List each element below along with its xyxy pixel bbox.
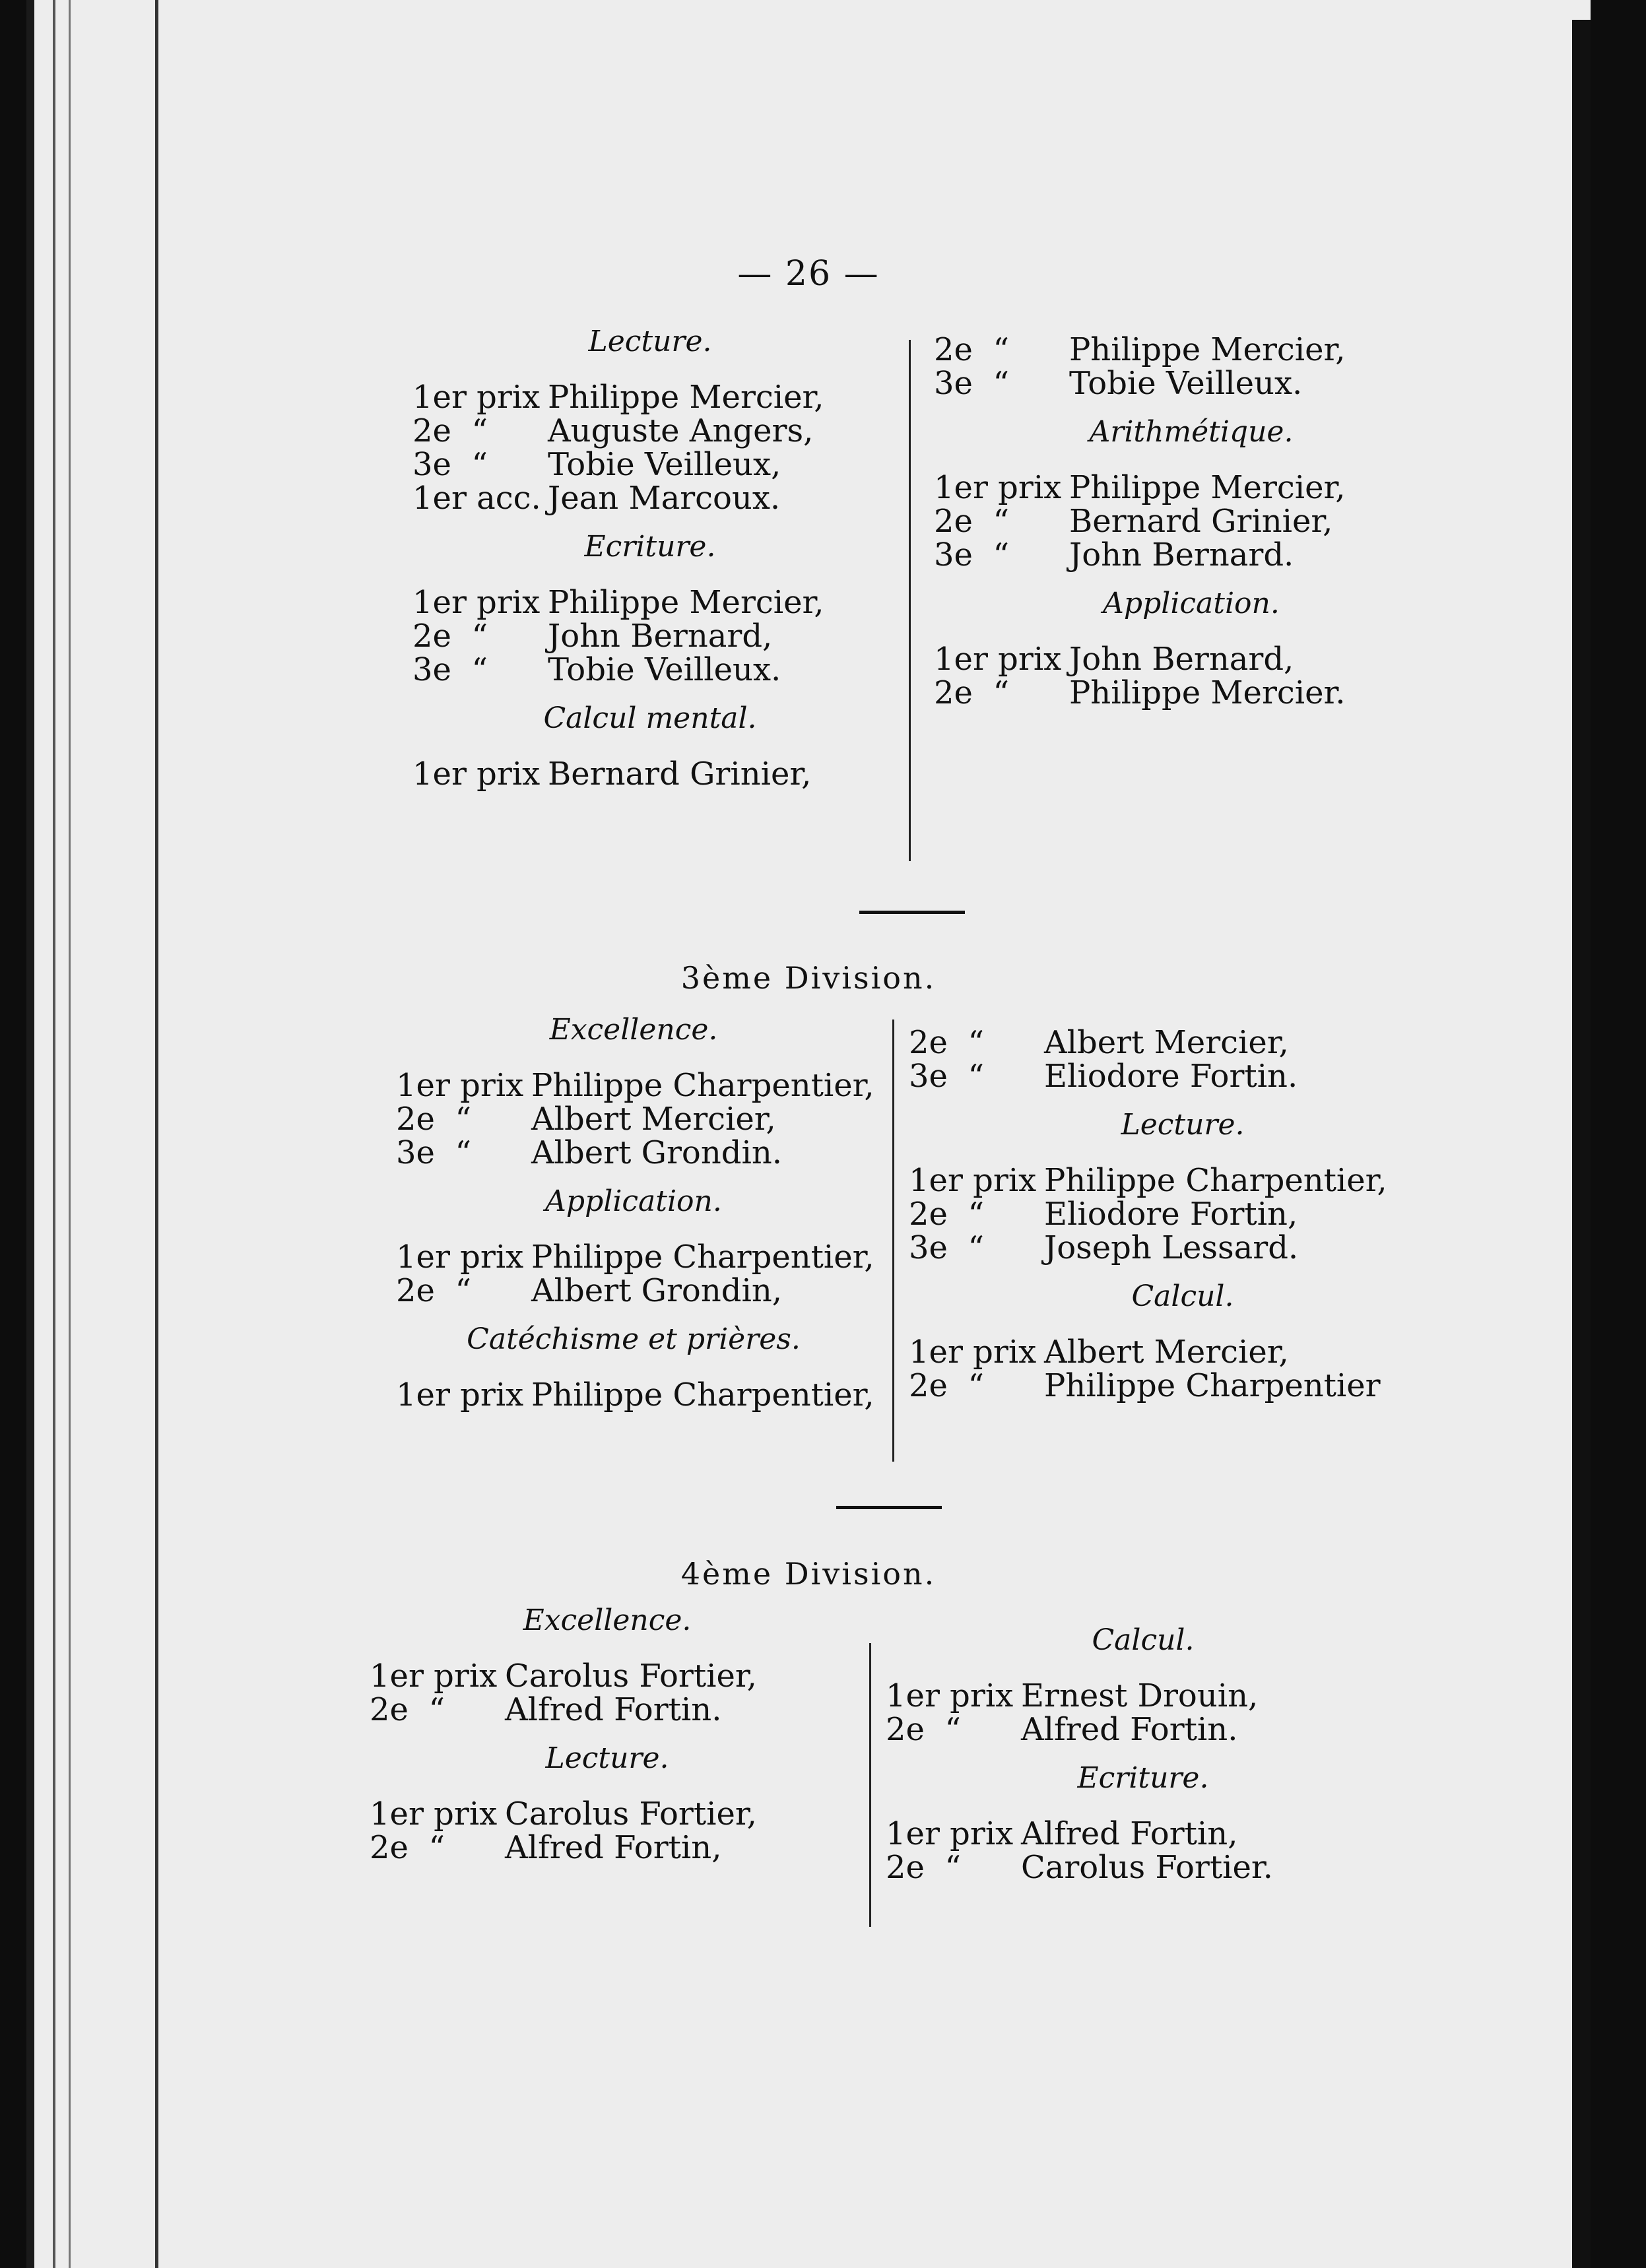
prize-rank: 1er prix: [886, 1677, 1014, 1714]
recipient-name: Bernard Grinier,: [548, 756, 812, 793]
prize-rank: 1er prix: [909, 1162, 1037, 1199]
prize-rank: 2e “: [370, 1829, 445, 1866]
prize-rank: 2e “: [909, 1367, 984, 1404]
prize-row: [934, 333, 1449, 367]
recipient-name: Tobie Veilleux.: [1069, 365, 1303, 402]
subject-heading: Calcul.: [1131, 1280, 1234, 1313]
prize-rank: 3e “: [909, 1229, 984, 1266]
prize-rank: 1er prix: [396, 1377, 524, 1413]
prize-row: [412, 653, 888, 687]
prize-rank: 1er prix: [412, 379, 541, 416]
prize-rank: 2e “: [909, 1024, 984, 1061]
prize-row: [396, 1377, 874, 1413]
prize-row: [370, 1831, 845, 1865]
recipient-name: Tobie Veilleux.: [548, 651, 781, 688]
prize-row: [412, 448, 888, 482]
recipient-name: Albert Mercier,: [1044, 1024, 1289, 1061]
recipient-name: Philippe Mercier.: [1069, 674, 1346, 711]
prize-rank: 2e “: [412, 618, 488, 655]
prize-rank: 3e “: [934, 536, 1009, 573]
recipient-name: Albert Grondin,: [531, 1272, 782, 1309]
subject-heading: Lecture.: [588, 325, 712, 358]
prize-row: [412, 758, 888, 791]
page-number: — 26 —: [737, 254, 880, 294]
prize-row: [886, 1851, 1400, 1885]
prize-rank: 3e “: [412, 651, 488, 688]
recipient-name: John Bernard.: [1069, 536, 1294, 573]
recipient-name: Philippe Mercier,: [548, 584, 824, 621]
column-divider: [909, 340, 911, 861]
subject-heading: Arithmétique.: [1089, 415, 1294, 449]
page-edge-line: [69, 0, 71, 2268]
document-page: [26, 0, 1591, 2268]
prize-rank: 2e “: [934, 674, 1009, 711]
subject-heading: Excellence.: [523, 1604, 692, 1637]
div4-left-column: [370, 1604, 845, 1865]
page-right-edge: [1572, 20, 1591, 2268]
page-edge-line: [53, 0, 55, 2268]
div2-right-column: [934, 333, 1449, 710]
recipient-name: Alfred Fortin.: [1021, 1711, 1238, 1748]
subject-heading: Application.: [545, 1184, 722, 1218]
column-divider: [869, 1643, 871, 1927]
subject-heading: Catéchisme et prières.: [467, 1322, 801, 1356]
prize-row: [412, 414, 888, 448]
recipient-name: John Bernard,: [1069, 641, 1294, 678]
prize-row: [412, 482, 888, 515]
prize-rank: 1er prix: [396, 1067, 524, 1104]
recipient-name: Eliodore Fortin,: [1044, 1196, 1298, 1233]
recipient-name: Albert Mercier,: [531, 1101, 776, 1138]
prize-rank: 1er prix: [412, 756, 541, 793]
recipient-name: John Bernard,: [548, 618, 773, 655]
prize-rank: 1er prix: [909, 1334, 1037, 1371]
column-divider: [892, 1020, 894, 1462]
prize-row: [412, 381, 888, 414]
prize-rank: 1er prix: [886, 1815, 1014, 1852]
prize-row: [370, 1660, 845, 1693]
prize-row: [909, 1369, 1457, 1403]
prize-row: [886, 1817, 1400, 1851]
prize-row: [934, 538, 1449, 572]
division-4-title: 4ème Division.: [680, 1556, 937, 1592]
recipient-name: Philippe Charpentier: [1044, 1367, 1381, 1404]
prize-row: [396, 1274, 871, 1308]
recipient-name: Philippe Charpentier,: [531, 1377, 874, 1413]
subject-heading: Lecture.: [545, 1741, 669, 1775]
prize-row: [934, 505, 1449, 538]
recipient-name: Joseph Lessard.: [1044, 1229, 1299, 1266]
recipient-name: Tobie Veilleux,: [548, 446, 781, 483]
recipient-name: Auguste Angers,: [548, 412, 814, 449]
recipient-name: Alfred Fortin.: [505, 1691, 722, 1728]
prize-row: [909, 1164, 1457, 1198]
prize-row: [396, 1239, 874, 1276]
prize-row: [909, 1026, 1457, 1060]
prize-rank: 1er prix: [370, 1658, 498, 1695]
subject-heading: Lecture.: [1121, 1108, 1245, 1142]
recipient-name: Philippe Mercier,: [1069, 469, 1346, 506]
division-3-title: 3ème Division.: [680, 960, 937, 996]
prize-rank: 2e “: [934, 331, 1009, 368]
prize-row: [412, 620, 888, 653]
div3-right-column: [909, 1026, 1457, 1403]
prize-row: [412, 586, 888, 620]
recipient-name: Jean Marcoux.: [548, 480, 781, 517]
section-rule: [859, 911, 965, 914]
prize-row: [370, 1693, 845, 1727]
prize-row: [886, 1713, 1400, 1747]
prize-row: [396, 1067, 874, 1104]
prize-rank: 3e “: [909, 1058, 984, 1095]
prize-rank: 2e “: [886, 1849, 961, 1886]
page-edge: [26, 0, 34, 2268]
prize-rank: 2e “: [370, 1691, 445, 1728]
prize-row: [934, 676, 1449, 710]
page-edge-line: [155, 0, 158, 2268]
recipient-name: Philippe Mercier,: [548, 379, 824, 416]
recipient-name: Bernard Grinier,: [1069, 503, 1333, 540]
prize-rank: 1er prix: [934, 641, 1062, 678]
recipient-name: Ernest Drouin,: [1021, 1677, 1259, 1714]
subject-heading: Excellence.: [549, 1013, 718, 1047]
subject-heading: Calcul.: [1092, 1623, 1195, 1657]
prize-rank: 1er acc.: [412, 480, 541, 517]
prize-row: [934, 367, 1449, 401]
div3-left-column: [396, 1013, 874, 1413]
prize-rank: 3e “: [934, 365, 1009, 402]
subject-heading: Ecriture.: [1077, 1761, 1209, 1795]
recipient-name: Alfred Fortin,: [505, 1829, 722, 1866]
prize-rank: 1er prix: [370, 1796, 498, 1832]
prize-rank: 2e “: [396, 1272, 471, 1309]
recipient-name: Carolus Fortier.: [1021, 1849, 1273, 1886]
div2-left-column: [412, 325, 888, 791]
prize-rank: 2e “: [886, 1711, 961, 1748]
prize-row: [934, 471, 1449, 505]
recipient-name: Albert Grondin.: [531, 1134, 782, 1171]
prize-row: [396, 1136, 871, 1170]
prize-rank: 1er prix: [934, 469, 1062, 506]
prize-rank: 3e “: [396, 1134, 471, 1171]
div4-right-column: [886, 1623, 1400, 1885]
recipient-name: Alfred Fortin,: [1021, 1815, 1238, 1852]
prize-rank: 2e “: [412, 412, 488, 449]
prize-rank: 1er prix: [396, 1239, 524, 1276]
recipient-name: Philippe Mercier,: [1069, 331, 1346, 368]
subject-heading: Application.: [1103, 587, 1280, 620]
recipient-name: Philippe Charpentier,: [531, 1239, 874, 1276]
prize-row: [909, 1336, 1457, 1369]
subject-heading: Ecriture.: [584, 530, 716, 564]
recipient-name: Eliodore Fortin.: [1044, 1058, 1298, 1095]
prize-rank: 2e “: [934, 503, 1009, 540]
prize-row: [909, 1231, 1457, 1265]
prize-row: [886, 1679, 1400, 1713]
section-rule: [836, 1506, 942, 1509]
recipient-name: Albert Mercier,: [1044, 1334, 1289, 1371]
prize-row: [909, 1060, 1457, 1093]
prize-rank: 3e “: [412, 446, 488, 483]
recipient-name: Carolus Fortier,: [505, 1658, 757, 1695]
prize-row: [934, 643, 1449, 676]
recipient-name: Carolus Fortier,: [505, 1796, 757, 1832]
prize-rank: 1er prix: [412, 584, 541, 621]
recipient-name: Philippe Charpentier,: [531, 1067, 874, 1104]
prize-rank: 2e “: [396, 1101, 471, 1138]
recipient-name: Philippe Charpentier,: [1044, 1162, 1387, 1199]
prize-row: [370, 1798, 845, 1831]
prize-row: [396, 1103, 871, 1136]
prize-rank: 2e “: [909, 1196, 984, 1233]
prize-row: [909, 1198, 1457, 1231]
subject-heading: Calcul mental.: [543, 701, 757, 735]
